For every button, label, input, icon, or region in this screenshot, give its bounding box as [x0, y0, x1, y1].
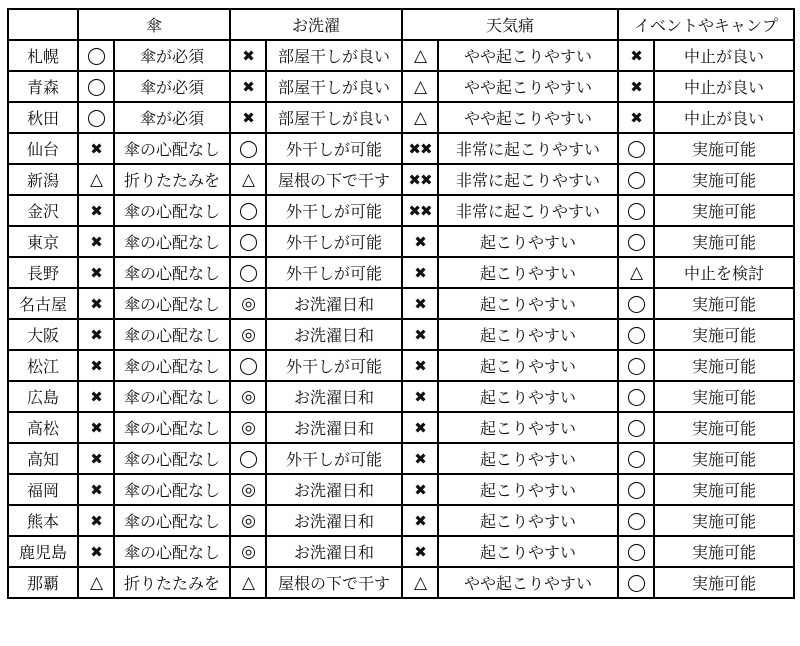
- umbrella-symbol: ✖: [78, 381, 114, 412]
- umbrella-text: 傘の心配なし: [114, 350, 230, 381]
- city-cell: 新潟: [8, 164, 78, 195]
- event-text: 中止を検討: [654, 257, 794, 288]
- umbrella-symbol: ✖: [78, 505, 114, 536]
- laundry-text: 部屋干しが良い: [266, 40, 402, 71]
- event-text: 中止が良い: [654, 40, 794, 71]
- laundry-symbol: ◯: [230, 257, 266, 288]
- header-umbrella: 傘: [78, 9, 230, 40]
- city-cell: 那覇: [8, 567, 78, 598]
- umbrella-text: 折りたたみを: [114, 567, 230, 598]
- weather-pain-text: 起こりやすい: [438, 257, 618, 288]
- event-text: 実施可能: [654, 412, 794, 443]
- laundry-symbol: ◎: [230, 536, 266, 567]
- umbrella-text: 傘が必須: [114, 71, 230, 102]
- weather-pain-symbol: ✖: [402, 257, 438, 288]
- laundry-text: 外干しが可能: [266, 133, 402, 164]
- table-row: [8, 71, 794, 102]
- city-cell: 札幌: [8, 40, 78, 71]
- event-symbol: ◯: [618, 195, 654, 226]
- event-text: 実施可能: [654, 350, 794, 381]
- event-symbol: ◯: [618, 350, 654, 381]
- city-cell: 長野: [8, 257, 78, 288]
- header-event-camp: イベントやキャンプ: [618, 9, 794, 40]
- table-row: [8, 195, 794, 226]
- laundry-text: 屋根の下で干す: [266, 567, 402, 598]
- laundry-text: 屋根の下で干す: [266, 164, 402, 195]
- weather-pain-text: やや起こりやすい: [438, 567, 618, 598]
- table-row: [8, 319, 794, 350]
- umbrella-text: 傘の心配なし: [114, 412, 230, 443]
- weather-pain-symbol: ✖: [402, 474, 438, 505]
- laundry-text: お洗濯日和: [266, 505, 402, 536]
- city-cell: 大阪: [8, 319, 78, 350]
- event-text: 実施可能: [654, 226, 794, 257]
- umbrella-symbol: ✖: [78, 412, 114, 443]
- city-cell: 青森: [8, 71, 78, 102]
- umbrella-text: 傘の心配なし: [114, 195, 230, 226]
- event-symbol: ◯: [618, 164, 654, 195]
- city-cell: 名古屋: [8, 288, 78, 319]
- umbrella-text: 傘の心配なし: [114, 226, 230, 257]
- header-corner: [8, 9, 78, 40]
- event-symbol: ◯: [618, 319, 654, 350]
- event-symbol: ◯: [618, 443, 654, 474]
- weather-pain-symbol: △: [402, 567, 438, 598]
- umbrella-symbol: ✖: [78, 257, 114, 288]
- umbrella-symbol: ✖: [78, 195, 114, 226]
- laundry-text: 外干しが可能: [266, 350, 402, 381]
- umbrella-text: 傘の心配なし: [114, 381, 230, 412]
- event-text: 実施可能: [654, 443, 794, 474]
- table-row: [8, 257, 794, 288]
- event-text: 実施可能: [654, 164, 794, 195]
- table-row: [8, 350, 794, 381]
- event-text: 中止が良い: [654, 102, 794, 133]
- laundry-text: お洗濯日和: [266, 412, 402, 443]
- laundry-symbol: ◯: [230, 133, 266, 164]
- event-text: 実施可能: [654, 133, 794, 164]
- weather-pain-symbol: ✖✖: [402, 164, 438, 195]
- weather-pain-text: 非常に起こりやすい: [438, 133, 618, 164]
- event-symbol: △: [618, 257, 654, 288]
- table-row: [8, 288, 794, 319]
- header-weather-pain: 天気痛: [402, 9, 618, 40]
- city-cell: 鹿児島: [8, 536, 78, 567]
- umbrella-symbol: ◯: [78, 71, 114, 102]
- event-text: 実施可能: [654, 381, 794, 412]
- umbrella-symbol: ✖: [78, 226, 114, 257]
- table-row: [8, 412, 794, 443]
- weather-pain-text: 起こりやすい: [438, 226, 618, 257]
- umbrella-text: 傘の心配なし: [114, 474, 230, 505]
- umbrella-symbol: ✖: [78, 288, 114, 319]
- table-row: [8, 40, 794, 71]
- umbrella-text: 傘の心配なし: [114, 257, 230, 288]
- weather-pain-text: 非常に起こりやすい: [438, 195, 618, 226]
- weather-pain-symbol: ✖: [402, 381, 438, 412]
- weather-pain-symbol: ✖: [402, 288, 438, 319]
- laundry-text: お洗濯日和: [266, 319, 402, 350]
- umbrella-symbol: ◯: [78, 102, 114, 133]
- weather-pain-symbol: ✖: [402, 505, 438, 536]
- weather-pain-symbol: △: [402, 71, 438, 102]
- umbrella-text: 傘の心配なし: [114, 443, 230, 474]
- weather-pain-symbol: ✖: [402, 350, 438, 381]
- header-row: [8, 9, 794, 40]
- umbrella-symbol: ✖: [78, 319, 114, 350]
- umbrella-text: 傘の心配なし: [114, 505, 230, 536]
- city-cell: 仙台: [8, 133, 78, 164]
- weather-pain-symbol: ✖: [402, 412, 438, 443]
- laundry-symbol: ◯: [230, 350, 266, 381]
- weather-pain-symbol: △: [402, 40, 438, 71]
- laundry-symbol: ✖: [230, 40, 266, 71]
- laundry-text: 外干しが可能: [266, 443, 402, 474]
- laundry-symbol: ✖: [230, 102, 266, 133]
- laundry-symbol: ✖: [230, 71, 266, 102]
- city-cell: 金沢: [8, 195, 78, 226]
- weather-pain-text: やや起こりやすい: [438, 102, 618, 133]
- umbrella-symbol: ◯: [78, 40, 114, 71]
- weather-pain-text: 起こりやすい: [438, 288, 618, 319]
- umbrella-symbol: △: [78, 567, 114, 598]
- umbrella-symbol: △: [78, 164, 114, 195]
- table-row: [8, 536, 794, 567]
- event-text: 実施可能: [654, 319, 794, 350]
- umbrella-text: 傘の心配なし: [114, 536, 230, 567]
- event-symbol: ✖: [618, 102, 654, 133]
- table-row: [8, 443, 794, 474]
- laundry-symbol: ◎: [230, 412, 266, 443]
- umbrella-symbol: ✖: [78, 133, 114, 164]
- table-row: [8, 381, 794, 412]
- laundry-text: 部屋干しが良い: [266, 71, 402, 102]
- laundry-text: お洗濯日和: [266, 288, 402, 319]
- weather-pain-text: 起こりやすい: [438, 474, 618, 505]
- city-cell: 高知: [8, 443, 78, 474]
- table-row: [8, 505, 794, 536]
- event-symbol: ◯: [618, 381, 654, 412]
- event-text: 実施可能: [654, 474, 794, 505]
- event-symbol: ✖: [618, 40, 654, 71]
- weather-pain-text: 起こりやすい: [438, 381, 618, 412]
- event-text: 中止が良い: [654, 71, 794, 102]
- event-text: 実施可能: [654, 195, 794, 226]
- umbrella-symbol: ✖: [78, 350, 114, 381]
- event-text: 実施可能: [654, 288, 794, 319]
- table-row: [8, 164, 794, 195]
- laundry-symbol: △: [230, 567, 266, 598]
- laundry-text: お洗濯日和: [266, 381, 402, 412]
- laundry-symbol: △: [230, 164, 266, 195]
- weather-pain-text: 起こりやすい: [438, 412, 618, 443]
- umbrella-symbol: ✖: [78, 443, 114, 474]
- event-symbol: ✖: [618, 71, 654, 102]
- weather-pain-symbol: ✖: [402, 319, 438, 350]
- event-symbol: ◯: [618, 133, 654, 164]
- table-row: [8, 226, 794, 257]
- event-symbol: ◯: [618, 412, 654, 443]
- weather-pain-text: 起こりやすい: [438, 443, 618, 474]
- city-cell: 福岡: [8, 474, 78, 505]
- city-cell: 東京: [8, 226, 78, 257]
- umbrella-text: 傘の心配なし: [114, 288, 230, 319]
- laundry-text: 外干しが可能: [266, 257, 402, 288]
- weather-pain-text: やや起こりやすい: [438, 71, 618, 102]
- umbrella-symbol: ✖: [78, 474, 114, 505]
- event-text: 実施可能: [654, 567, 794, 598]
- umbrella-text: 傘が必須: [114, 40, 230, 71]
- table-row: [8, 474, 794, 505]
- weather-pain-text: 起こりやすい: [438, 350, 618, 381]
- weather-pain-symbol: ✖: [402, 226, 438, 257]
- weather-pain-symbol: ✖✖: [402, 195, 438, 226]
- city-cell: 広島: [8, 381, 78, 412]
- weather-pain-symbol: ✖✖: [402, 133, 438, 164]
- weather-pain-text: やや起こりやすい: [438, 40, 618, 71]
- weather-pain-symbol: ✖: [402, 443, 438, 474]
- city-cell: 熊本: [8, 505, 78, 536]
- laundry-symbol: ◯: [230, 443, 266, 474]
- weather-pain-text: 非常に起こりやすい: [438, 164, 618, 195]
- event-symbol: ◯: [618, 505, 654, 536]
- table-row: [8, 133, 794, 164]
- weather-pain-text: 起こりやすい: [438, 505, 618, 536]
- umbrella-text: 傘の心配なし: [114, 133, 230, 164]
- event-text: 実施可能: [654, 536, 794, 567]
- laundry-symbol: ◎: [230, 288, 266, 319]
- laundry-symbol: ◎: [230, 319, 266, 350]
- weather-pain-symbol: △: [402, 102, 438, 133]
- city-cell: 高松: [8, 412, 78, 443]
- city-cell: 秋田: [8, 102, 78, 133]
- weather-pain-text: 起こりやすい: [438, 319, 618, 350]
- umbrella-text: 折りたたみを: [114, 164, 230, 195]
- header-laundry: お洗濯: [230, 9, 402, 40]
- table-row: [8, 567, 794, 598]
- laundry-text: 部屋干しが良い: [266, 102, 402, 133]
- laundry-symbol: ◯: [230, 195, 266, 226]
- weather-index-table: [7, 8, 795, 599]
- event-symbol: ◯: [618, 536, 654, 567]
- event-symbol: ◯: [618, 567, 654, 598]
- table-body: [8, 40, 794, 598]
- event-symbol: ◯: [618, 474, 654, 505]
- event-symbol: ◯: [618, 288, 654, 319]
- laundry-text: 外干しが可能: [266, 226, 402, 257]
- table-row: [8, 102, 794, 133]
- laundry-symbol: ◯: [230, 226, 266, 257]
- laundry-text: お洗濯日和: [266, 536, 402, 567]
- laundry-symbol: ◎: [230, 505, 266, 536]
- laundry-text: 外干しが可能: [266, 195, 402, 226]
- laundry-text: お洗濯日和: [266, 474, 402, 505]
- umbrella-text: 傘が必須: [114, 102, 230, 133]
- event-symbol: ◯: [618, 226, 654, 257]
- umbrella-symbol: ✖: [78, 536, 114, 567]
- laundry-symbol: ◎: [230, 474, 266, 505]
- city-cell: 松江: [8, 350, 78, 381]
- weather-pain-text: 起こりやすい: [438, 536, 618, 567]
- forecast-table-container: [7, 8, 795, 599]
- event-text: 実施可能: [654, 505, 794, 536]
- laundry-symbol: ◎: [230, 381, 266, 412]
- umbrella-text: 傘の心配なし: [114, 319, 230, 350]
- weather-pain-symbol: ✖: [402, 536, 438, 567]
